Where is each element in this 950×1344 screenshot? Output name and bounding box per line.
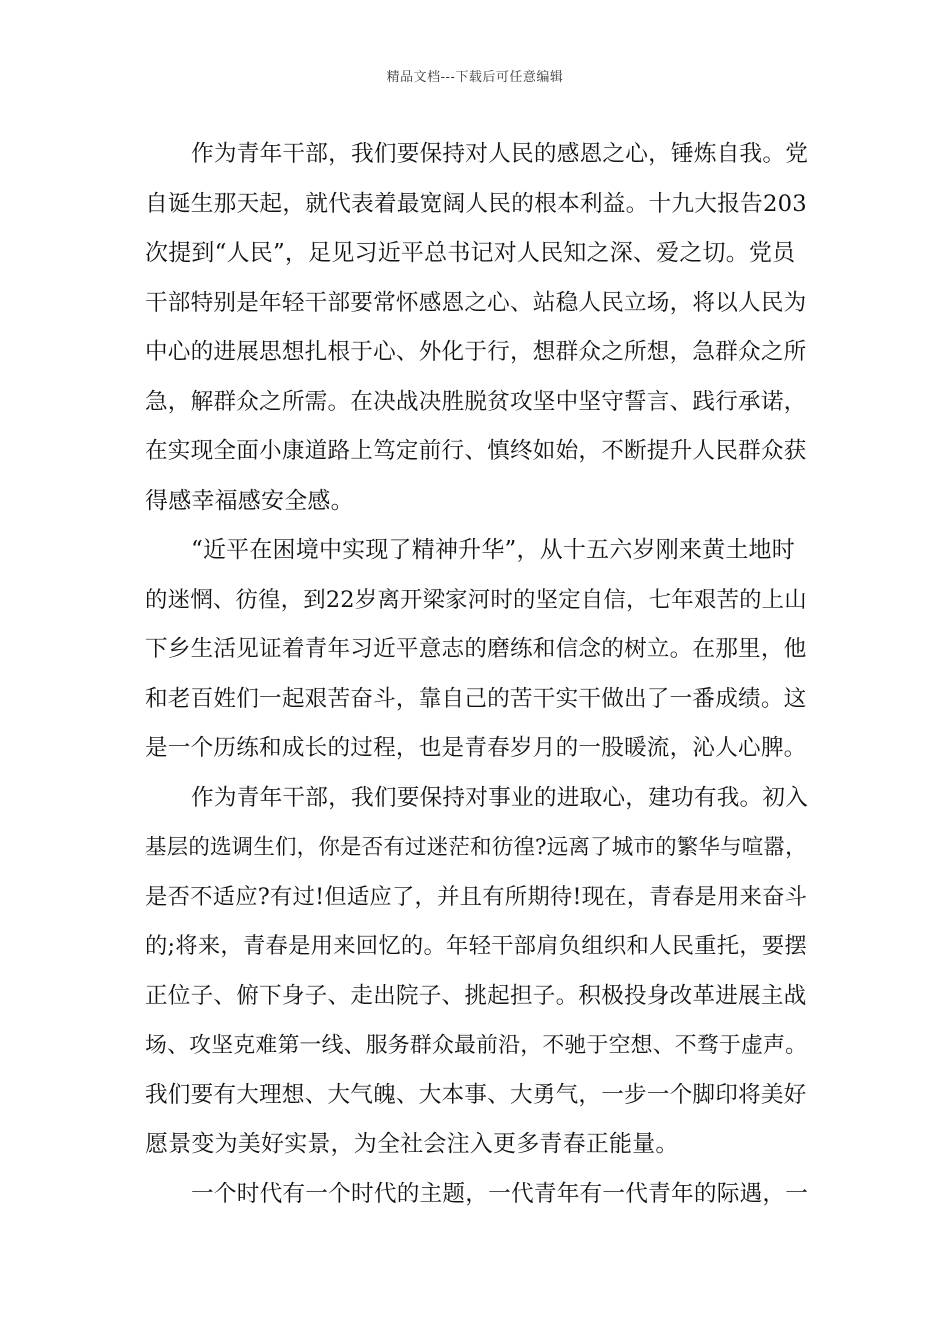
text-line: “近平在困境中实现了精神升华”，从十五六岁刚来黄土地时 — [191, 537, 795, 563]
text-line: 愿景变为美好实景，为全社会注入更多青春正能量。 — [145, 1131, 679, 1157]
text-line: 干部特别是年轻干部要常怀感恩之心、站稳人民立场，将以人民为 — [145, 289, 807, 316]
text-line: 次提到“人民”，足见习近平总书记对人民知之深、爱之切。党员 — [145, 240, 796, 266]
body-text — [145, 130, 807, 1219]
text-line: 的;将来，青春是用来回忆的。年轻干部肩负组织和人民重托，要摆 — [145, 933, 807, 959]
text-line: 的迷惘、彷徨，到22岁离开梁家河时的坚定自信，七年艰苦的上山 — [145, 586, 807, 613]
text-line: 一个时代有一个时代的主题，一代青年有一代青年的际遇，一 — [191, 1180, 809, 1207]
text-line: 在实现全面小康道路上笃定前行、慎终如始，不断提升人民群众获 — [145, 438, 807, 464]
page-header: 精品文档---下载后可任意编辑 — [386, 70, 564, 85]
text-line: 是一个历练和成长的过程，也是青春岁月的一股暖流，沁人心脾。 — [145, 735, 807, 761]
text-line: 基层的选调生们，你是否有过迷茫和彷徨?远离了城市的繁华与喧嚣， — [145, 835, 807, 860]
text-line: 下乡生活见证着青年习近平意志的磨练和信念的树立。在那里，他 — [145, 636, 807, 662]
text-line: 正位子、俯下身子、走出院子、挑起担子。积极投身改革进展主战 — [145, 982, 807, 1009]
text-line: 和老百姓们一起艰苦奋斗，靠自己的苦干实干做出了一番成绩。这 — [145, 685, 807, 712]
text-line: 作为青年干部，我们要保持对事业的进取心，建功有我。初入 — [191, 784, 809, 811]
text-line: 我们要有大理想、大气魄、大本事、大勇气，一步一个脚印将美好 — [145, 1081, 807, 1108]
text-line: 中心的进展思想扎根于心、外化于行，想群众之所想，急群众之所 — [145, 339, 807, 365]
text-line: 是否不适应?有过!但适应了，并且有所期待!现在，青春是用来奋斗 — [145, 883, 808, 910]
text-line: 得感幸福感安全感。 — [145, 487, 354, 514]
text-line: 场、攻坚克难第一线、服务群众最前沿，不驰于空想、不骛于虚声。 — [145, 1033, 808, 1058]
text-line: 急，解群众之所需。在决战决胜脱贫攻坚中坚守誓言、践行承诺， — [145, 388, 807, 415]
text-line: 自诞生那天起，就代表着最宽阔人民的根本利益。十九大报告203 — [145, 190, 807, 217]
text-line: 作为青年干部，我们要保持对人民的感恩之心，锤炼自我。党 — [191, 141, 809, 167]
